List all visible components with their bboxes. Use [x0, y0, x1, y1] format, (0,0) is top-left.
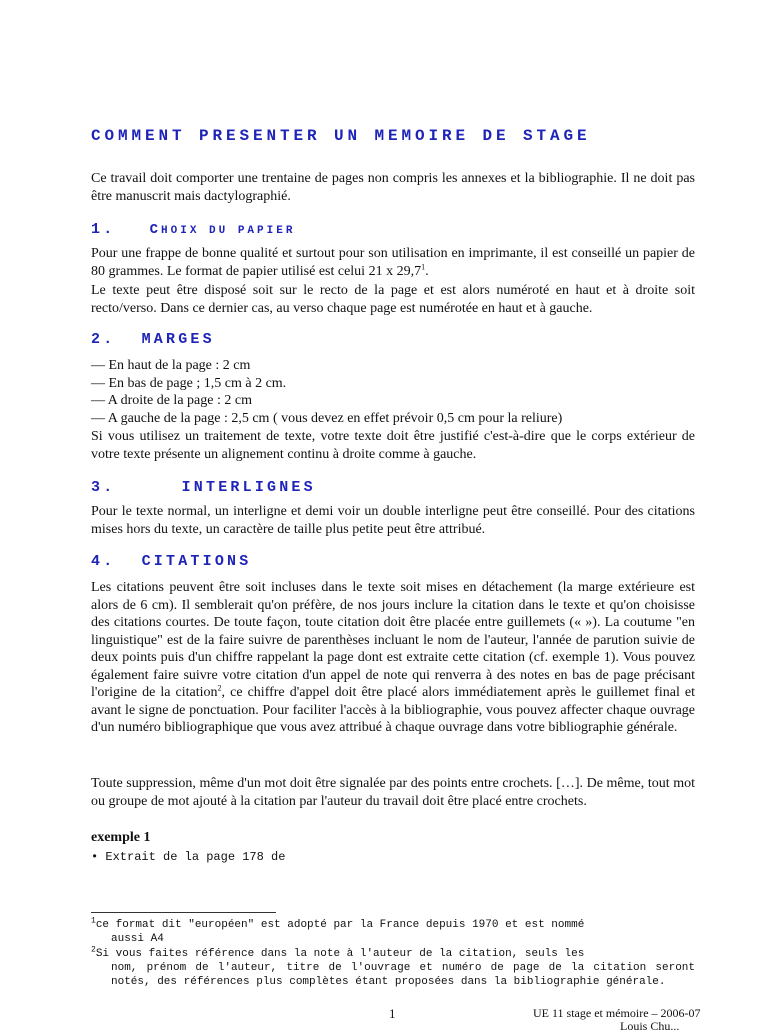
section-1-paragraph-1: Pour une frappe de bonne qualité et surtout pour son utilisation en imprimante, il est conseillé un papier de 80 grammes. Le format de papier utilisé est celui 21 x 29,7$^1$. [91, 246, 695, 279]
footnote-ref: 2 [217, 683, 222, 693]
section-3-heading [91, 479, 316, 496]
footer-course: UE 11 stage et mémoire – 2006-07 [533, 1006, 701, 1020]
footnote-continuation: aussi A4 [111, 933, 164, 945]
page-title: COMMENT PRESENTER UN MEMOIRE DE STAGE [91, 127, 591, 145]
footnote-continuation: nom, prénom de l'auteur, titre de l'ouvrage et numéro de page de la citation seront notés, des références plus complètes étant proposées dans la bibliographie générale. [111, 962, 695, 988]
list-item: — En bas de page ; 1,5 cm à 2 cm. [91, 375, 287, 391]
margin-list [91, 357, 695, 427]
footnote-1 [91, 918, 695, 946]
paragraph-text: Pour une frappe de bonne qualité et surtout pour son utilisation en imprimante, il est conseillé un papier de 80 grammes. Le format de papier utilisé est celui 21 x 29,7 [91, 246, 695, 279]
section-title: MARGES [141, 331, 215, 348]
section-2-paragraph: Si vous utilisez un traitement de texte, votre texte doit être justifié c'est-à-dire que le corps extérieur de votre texte présente un alignement continu à droite comme à gauche. [91, 429, 695, 462]
intro-paragraph: Ce travail doit comporter une trentaine de pages non compris les annexes et la bibliographie. Il ne doit pas être manuscrit mais dactylographié. [91, 171, 695, 204]
section-2-heading [91, 331, 215, 348]
footnote-ref: 1 [421, 261, 426, 271]
page-number: 1 [389, 1006, 396, 1021]
list-item: — A droite de la page : 2 cm [91, 393, 252, 408]
example-label: exemple 1 [91, 830, 151, 845]
example-bullet: • Extrait de la page 178 de [91, 850, 286, 864]
footnote-text: ce format dit "européen" est adopté par la France depuis 1970 et est nommé [95, 919, 585, 931]
list-item: — A gauche de la page : 2,5 cm ( vous devez en effet prévoir 0,5 cm pour la reliure) [91, 410, 563, 426]
section-title: CHOIX DU PAPIER [149, 222, 296, 238]
section-number: 2. [91, 331, 116, 348]
footnote-mark: 2 [91, 945, 96, 955]
section-4-paragraph-2: Toute suppression, même d'un mot doit être signalée par des points entre crochets. […]. De même, tout mot ou groupe de mot ajouté à la citation par l'auteur du travail doit être placé entre crochets. [91, 776, 695, 809]
footnote-mark: 1 [91, 916, 96, 926]
section-number: 3. [91, 479, 116, 496]
section-1-paragraph-2: Le texte peut être disposé soit sur le recto de la page et est alors numéroté en haut et à droite soit recto/verso. Dans ce dernier cas, au verso chaque page est numérotée en haut et à gauche. [91, 283, 695, 316]
section-1-heading [91, 221, 295, 238]
list-item: — En haut de la page : 2 cm [91, 358, 251, 373]
section-title: CITATIONS [141, 553, 252, 570]
section-number: 4. [91, 553, 116, 570]
section-4-paragraph-1 [91, 579, 695, 737]
footer-author: Louis Chu... [620, 1019, 680, 1033]
paragraph-text: , ce chiffre d'appel doit être placé alors immédiatement après le guillemet final et avant le signe de ponctuation. Pour faciliter l'accès à la bibliographie, vous pouvez affecter chaque ouvrage d'un numéro bibliographique que vous avez attribué à chaque ouvrage dans votre bibliographie générale. [91, 685, 695, 735]
footnote-2 [91, 947, 695, 989]
section-4-heading [91, 553, 251, 570]
footnote-separator [91, 912, 276, 913]
paragraph-text: Les citations peuvent être soit incluses dans le texte soit mises en détachement (la marge extérieure est alors de 6 cm). Il semblerait qu'on préfère, de nos jours inclure la citation dans le texte et qu'on choisisse des citations courtes. De toute façon, toute citation doit être placée entre guillemets (« »). La coutume "en linguistique" est de la faire suivre de parenthèses incluant le nom de l'auteur, l'année de parution suivie de deux points puis d'un chiffre rappelant la page dont est extraite cette citation (cf. exemple 1). Vous pouvez également faire suivre votre citation d'un appel de note qui renverra à des notes en bas de page précisant l'origine de la citation [91, 580, 695, 700]
section-number: 1. [91, 221, 116, 238]
section-title: INTERLIGNES [181, 479, 316, 496]
section-3-paragraph: Pour le texte normal, un interligne et demi voir un double interligne peut être conseillé. Pour des citations mises hors du texte, un caractère de taille plus petite peut être attribué. [91, 504, 695, 537]
footnote-text: Si vous faites référence dans la note à l'auteur de la citation, seuls les [95, 948, 585, 960]
